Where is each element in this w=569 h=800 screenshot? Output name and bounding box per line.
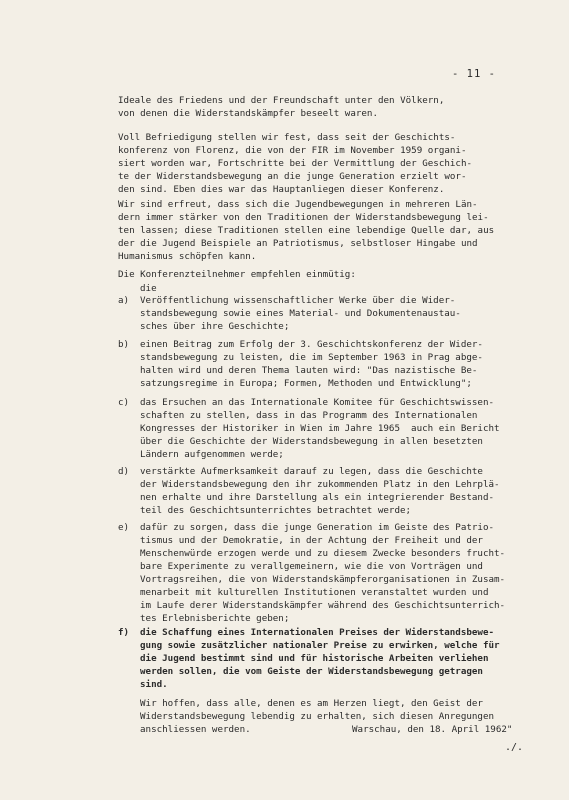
item-c-text: das Ersuchen an das Internationale Komitee für Geschichtswissen- schaften zu stellen, dass in das Programm des Internationalen Kongresses der Historiker in Wien im Jahre 1965 auch ein Bericht über die Geschichte der Widerstandsbewegung in allen besetzten Ländern aufgenommen werde; bbox=[140, 397, 500, 460]
item-f-label: f) bbox=[118, 627, 130, 638]
paragraph-recommendations-intro: Die Konferenzteilnehmer empfehlen einmütig: bbox=[118, 269, 356, 280]
item-a-text: Veröffentlichung wissenschaftlicher Werke über die Wider- standsbewegung sowie eines Material- und Dokumentenaustau- sches über ihre Geschichte; bbox=[140, 295, 461, 332]
item-b-label: b) bbox=[118, 339, 130, 350]
page-number: - 11 - bbox=[452, 68, 496, 80]
item-a-insert: die bbox=[140, 283, 157, 294]
item-b-text: einen Beitrag zum Erfolg der 3. Geschichtskonferenz der Wider- standsbewegung zu leisten, die im September 1963 in Prag abge- halten wird und deren Thema lauten wird: "Das nazistische Be- satzungsregime in Europa; Formen, Methoden und Entwicklung"; bbox=[140, 339, 483, 389]
closing-paragraph: Wir hoffen, dass alle, denen es am Herzen liegt, den Geist der Widerstandsbewegung lebendig zu erhalten, sich diesen Anregungen anschliessen werden. bbox=[140, 698, 495, 735]
paragraph-youth-movements: Wir sind erfreut, dass sich die Jugendbewegungen in mehreren Län- dern immer stärker von den Traditionen der Widerstandsbewegung lei- ten lassen; diese Traditionen stellen eine lebendige Quelle dar, aus der die Jugend Beispiele an Patriotismus, selbstloser Hingabe und Humanismus schöpfen kann. bbox=[118, 199, 495, 262]
item-d-text: verstärkte Aufmerksamkeit darauf zu legen, dass die Geschichte der Widerstandsbewegung den ihr zukommenden Platz in den Lehrplä- nen erhalte und ihre Darstellung als ein integrierender Bestand- teil des Geschichtsunterrichtes betrachtet werde; bbox=[140, 466, 500, 516]
item-e-label: e) bbox=[118, 522, 130, 533]
place-date-signature: Warschau, den 18. April 1962" bbox=[352, 724, 513, 735]
continuation-mark: ./. bbox=[505, 742, 524, 753]
item-d-label: d) bbox=[118, 466, 130, 477]
paragraph-florence-conference: Voll Befriedigung stellen wir fest, dass seit der Geschichts- konferenz von Florenz, die von der FIR im November 1959 organi- siert worden war, Fortschritte bei der Vermittlung der Geschich- te der Widerstandsbewegung an die junge Generation erzielt wor- den sind. Eben dies war das Hauptanliegen dieser Konferenz. bbox=[118, 132, 473, 195]
item-a-label: a) bbox=[118, 295, 130, 306]
item-f-text: die Schaffung eines Internationalen Preises der Widerstandsbewe- gung sowie zusätzlicher nationaler Preise zu erwirken, welche für die Jugend bestimmt sind und für historische Arbeiten verliehen werden sollen, die vom Geiste der Widerstandsbewegung getragen sind. bbox=[140, 627, 500, 690]
item-e-text: dafür zu sorgen, dass die junge Generation im Geiste des Patrio- tismus und der Demokratie, in der Achtung der Freiheit und der Menschenwürde erzogen werde und zu diesem Zwecke besonders frucht- bare Experimente zu verallgemeinern, wie die von Vorträgen und Vortragsreihen, die von Widerstandskämpferorganisationen in Zusam- menarbeit mit kulturellen Institutionen veranstaltet wurden und im Laufe derer Widerstandskämpfer während des Geschichtsunterrich- tes Erlebnisberichte geben; bbox=[140, 522, 506, 624]
paragraph-ideals: Ideale des Friedens und der Freundschaft unter den Völkern, von denen die Widerstandskämpfer beseelt waren. bbox=[118, 95, 445, 119]
item-c-label: c) bbox=[118, 397, 130, 408]
